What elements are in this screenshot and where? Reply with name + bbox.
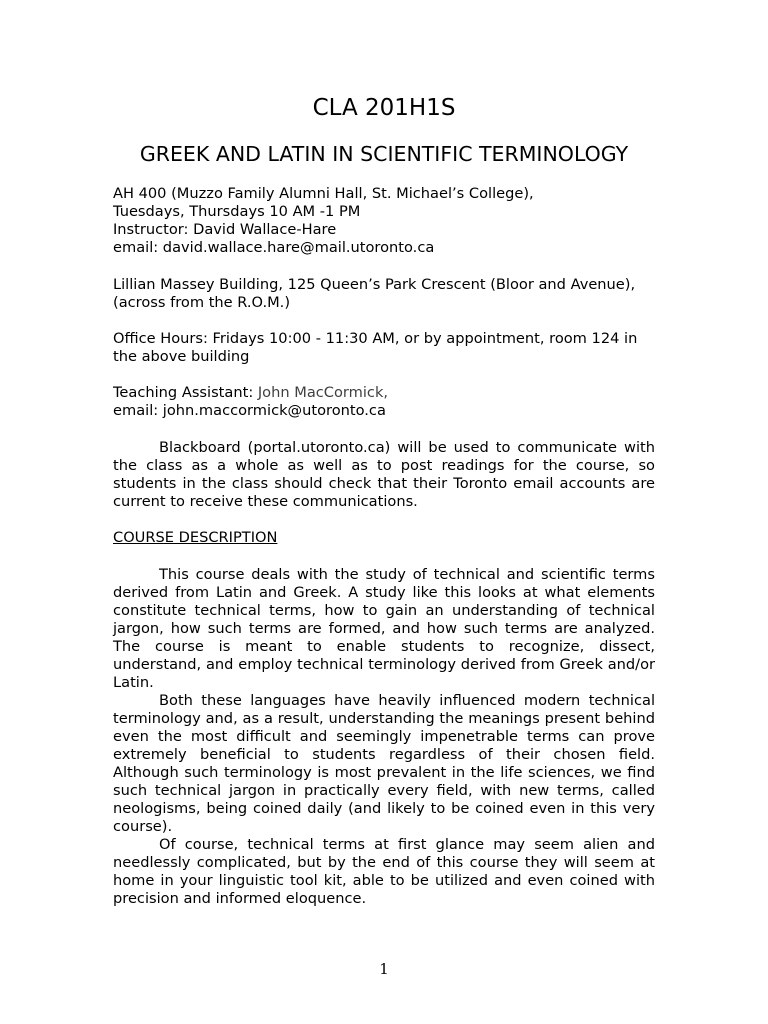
course-code: CLA 201H1S bbox=[312, 95, 456, 121]
description-paragraph-2: Both these languages have heavily influenced modern technical terminology and, as a result, understanding the meanings present behind even the most difficult and seemingly impenetrable terms can prove extremely beneficial to students regardless of their chosen field. Although such terminology is most prevalent in the life sciences, we find such technical jargon in practically every field, with new terms, called neologisms, being coined daily (and likely to be coined even in this very course). bbox=[113, 692, 655, 835]
description-paragraph-3: Of course, technical terms at first glance may seem alien and needlessly complicated, but by the end of this course they will seem at home in your linguistic tool kit, able to be utilized and even coined with precision and informed eloquence. bbox=[113, 836, 655, 907]
instructor-name: Instructor: David Wallace-Hare bbox=[113, 221, 337, 238]
ta-line bbox=[113, 384, 655, 402]
ta-email: email: john.maccormick@utoronto.ca bbox=[113, 402, 386, 419]
class-schedule: Tuesdays, Thursdays 10 AM -1 PM bbox=[113, 203, 361, 220]
teaching-assistant bbox=[113, 384, 655, 420]
office-hours bbox=[113, 330, 655, 366]
blackboard-note bbox=[113, 439, 655, 511]
instructor-email: email: david.wallace.hare@mail.utoronto.ca bbox=[113, 239, 435, 256]
course-description-heading: COURSE DESCRIPTION bbox=[113, 529, 278, 546]
description-paragraph-1: This course deals with the study of technical and scientific terms derived from Latin and Greek. A study like this looks at what elements constitute technical terms, how to gain an understanding of technical jargon, how such terms are formed, and how such terms are analyzed. The course is meant to enable students to recognize, dissect, understand, and employ technical terminology derived from Greek and/or Latin. bbox=[113, 566, 655, 691]
class-info bbox=[113, 185, 655, 257]
office-hours-text: Office Hours: Fridays 10:00 - 11:30 AM, or by appointment, room 124 in the above building bbox=[113, 330, 638, 365]
ta-label: Teaching Assistant: bbox=[113, 384, 258, 401]
page-number: 1 bbox=[379, 960, 389, 978]
office-building-line-1: Lillian Massey Building, 125 Queen’s Park Crescent (Bloor and Avenue), bbox=[113, 276, 636, 293]
office-location bbox=[113, 276, 655, 312]
blackboard-text: Blackboard (portal.utoronto.ca) will be used to communicate with the class as a whole as well as to post readings for the course, so students in the class should check that their Toronto email accounts are current to receive these communications. bbox=[113, 439, 655, 510]
course-title: GREEK AND LATIN IN SCIENTIFIC TERMINOLOGY bbox=[139, 142, 629, 166]
ta-name: John MacCormick, bbox=[257, 384, 389, 401]
course-description-heading-block bbox=[113, 529, 655, 547]
class-location: AH 400 (Muzzo Family Alumni Hall, St. Michael’s College), bbox=[113, 185, 534, 202]
office-building-line-2: (across from the R.O.M.) bbox=[113, 294, 291, 311]
course-description-body bbox=[113, 566, 655, 908]
